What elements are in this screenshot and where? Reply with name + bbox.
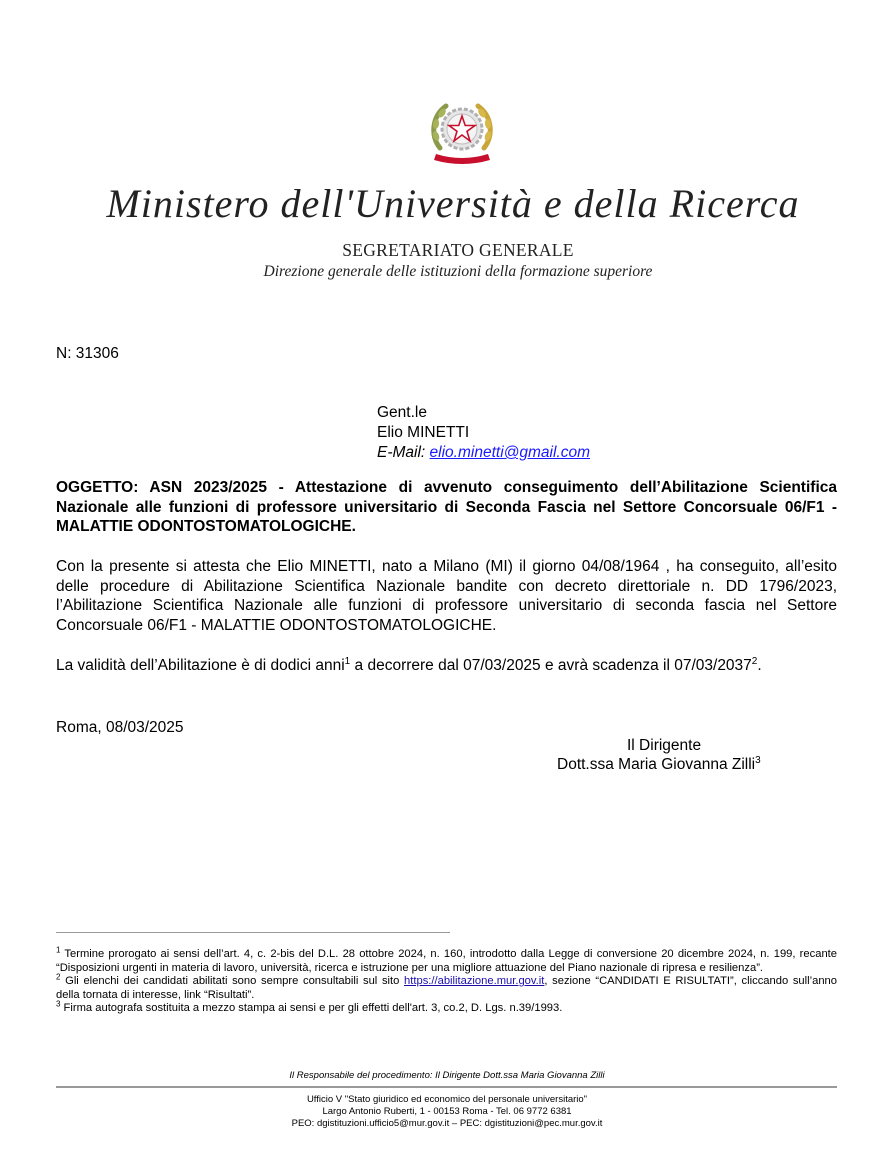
footnote-divider: [56, 932, 450, 933]
office-contact-block: [0, 1094, 872, 1130]
footnote-text: , sezione “CANDIDATI E RISULTATI”, cliccando sull’anno della tornata di interesse, link “Risultati”.: [56, 975, 837, 1001]
attestation-paragraph: Con la presente si attesta che Elio MINETTI, nato a Milano (MI) il giorno 04/08/1964 , ha conseguito, all’esito delle procedure di Abilitazione Scientifica Nazionale bandite con decreto direttoriale n. DD 1796/2023, l’Abilitazione Scientifica Nazionale alle funzioni di professore universitario di seconda fascia nel Settore Concorsuale 06/F1 - MALATTIE ODONTOSTOMATOLOGICHE.: [56, 558, 837, 634]
email-link[interactable]: elio.minetti@gmail.com: [429, 444, 590, 461]
footnote-ref-3: 3: [755, 754, 761, 766]
italian-republic-emblem-icon: [426, 96, 498, 168]
recipient-salutation: Gent.le: [377, 404, 427, 421]
subject-line: OGGETTO: ASN 2023/2025 - Attestazione di avvenuto conseguimento dell’Abilitazione Scientifica Nazionale alle funzioni di professore universitario di Seconda Fascia nel Settore Concorsuale 06/F1 - MALATTIE ODONTOSTOMATOLOGICHE.: [56, 479, 837, 535]
signatory-name: Dott.ssa Maria Giovanna Zilli: [557, 756, 756, 773]
footnote-number: 2: [56, 972, 61, 982]
footnote-number: 3: [56, 999, 61, 1009]
footnote-ref-2: 2: [751, 655, 758, 667]
ministry-title: Ministero dell'Università e della Ricerca: [106, 181, 800, 226]
footnote-1: [56, 945, 837, 975]
validity-paragraph: [56, 656, 837, 676]
footnote-3: [56, 999, 837, 1016]
footnote-2: [56, 972, 837, 1002]
place-date: Roma, 08/03/2025: [56, 719, 184, 736]
responsible-officer: Il Responsabile del procedimento: Il Dirigente Dott.ssa Maria Giovanna Zilli: [289, 1070, 605, 1081]
recipient-block: [377, 403, 590, 463]
segretariato-heading: SEGRETARIATO GENERALE: [342, 240, 574, 260]
office-emails: PEO: dgistituzioni.ufficio5@mur.gov.it – PEC: dgistituzioni@pec.mur.gov.it: [291, 1118, 603, 1129]
footnote-text: Gli elenchi dei candidati abilitati sono sempre consultabili sul sito: [60, 975, 405, 988]
recipient-name: Elio MINETTI: [377, 424, 470, 441]
footnote-text: Termine prorogato ai sensi dell’art. 4, c. 2-bis del D.L. 28 ottobre 2024, n. 160, introdotto dalla Legge di conversione 20 dicembre 2024, n. 199, recante “Disposizioni urgenti in materia di lavoro, università, ricerca e istruzione per una migliore attuazione del Piano nazionale di ripresa e resilienza”.: [56, 948, 837, 974]
signatory-name-row: [557, 756, 761, 774]
office-address: Largo Antonio Ruberti, 1 - 00153 Roma - Tel. 06 9772 6381: [322, 1106, 572, 1117]
recipient-email-row: [377, 443, 590, 463]
abilitazione-site-link[interactable]: https://abilitazione.mur.gov.it: [404, 975, 545, 988]
footnote-text: Firma autografa sostituita a mezzo stampa ai sensi e per gli effetti dell'art. 3, co.2, D. Lgs. n.39/1993.: [60, 1002, 563, 1015]
office-name: Ufficio V "Stato giuridico ed economico del personale universitario": [306, 1094, 588, 1105]
validity-text: La validità dell’Abilitazione è di dodici anni: [56, 657, 345, 674]
footnote-ref-1: 1: [344, 655, 351, 667]
footnotes: [56, 945, 837, 1016]
footnote-number: 1: [56, 945, 61, 955]
footer-divider: [56, 1086, 837, 1088]
validity-dates: a decorrere dal 07/03/2025 e avrà scadenza il 07/03/2037: [350, 657, 752, 674]
signatory-title: Il Dirigente: [627, 737, 702, 754]
email-label: E-Mail:: [377, 444, 426, 461]
protocol-number: N: 31306: [56, 345, 119, 362]
validity-period: .: [757, 657, 762, 674]
direzione-subheading: Direzione generale delle istituzioni della formazione superiore: [263, 263, 653, 280]
